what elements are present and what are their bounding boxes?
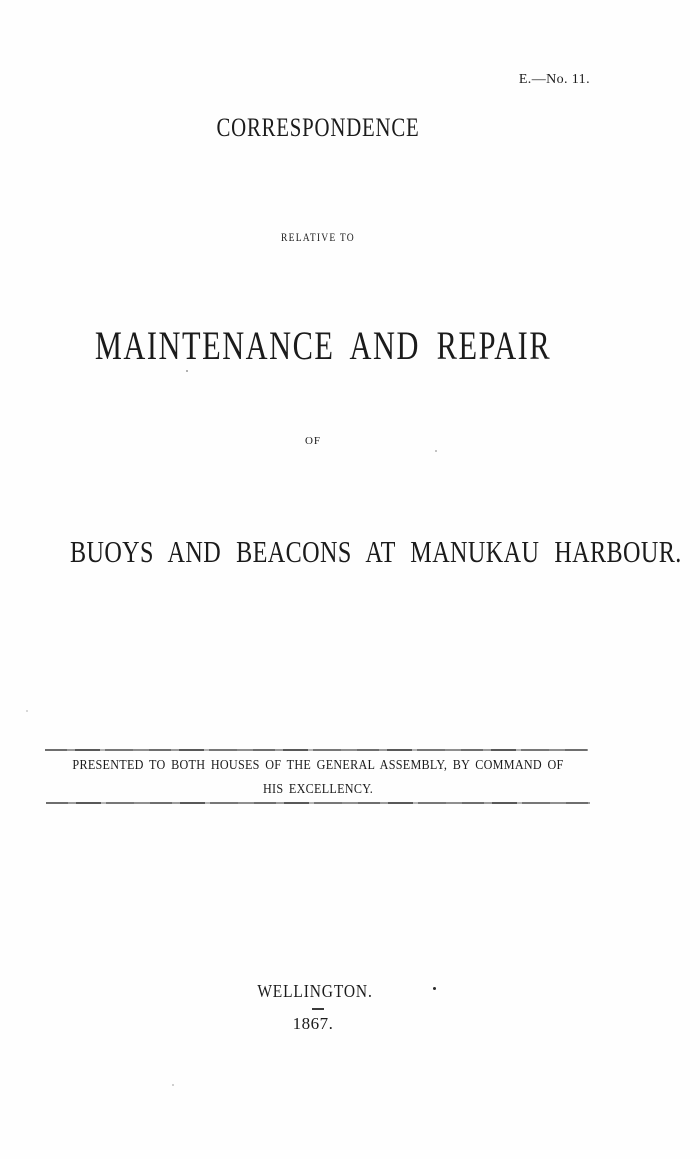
imprint-divider-dash — [312, 1008, 324, 1010]
scan-speck — [433, 987, 436, 990]
subtitle-relative-to: RELATIVE TO — [281, 230, 355, 244]
subject-title-maintenance-repair: MAINTENANCE AND REPAIR — [94, 323, 552, 368]
connector-word-of: OF — [304, 435, 322, 447]
presentation-statement-line2: HIS EXCELLENCY. — [262, 781, 374, 796]
scan-speck — [172, 1084, 174, 1086]
scan-speck — [26, 710, 28, 712]
separator-rule-top — [45, 749, 588, 751]
imprint-year: 1867. — [292, 1014, 334, 1033]
imprint-city: WELLINGTON. — [257, 981, 373, 1001]
document-title: CORRESPONDENCE — [216, 113, 420, 142]
presentation-statement-line1: PRESENTED TO BOTH HOUSES OF THE GENERAL ASSEMBLY, BY COMMAND OF — [72, 757, 564, 772]
document-reference-number: E.—No. 11. — [518, 72, 590, 87]
scan-speck — [186, 370, 188, 372]
scan-speck — [435, 450, 437, 452]
subject-title-buoys-beacons: BUOYS AND BEACONS AT MANUKAU HARBOUR. — [69, 534, 682, 569]
separator-rule-bottom — [46, 802, 590, 804]
